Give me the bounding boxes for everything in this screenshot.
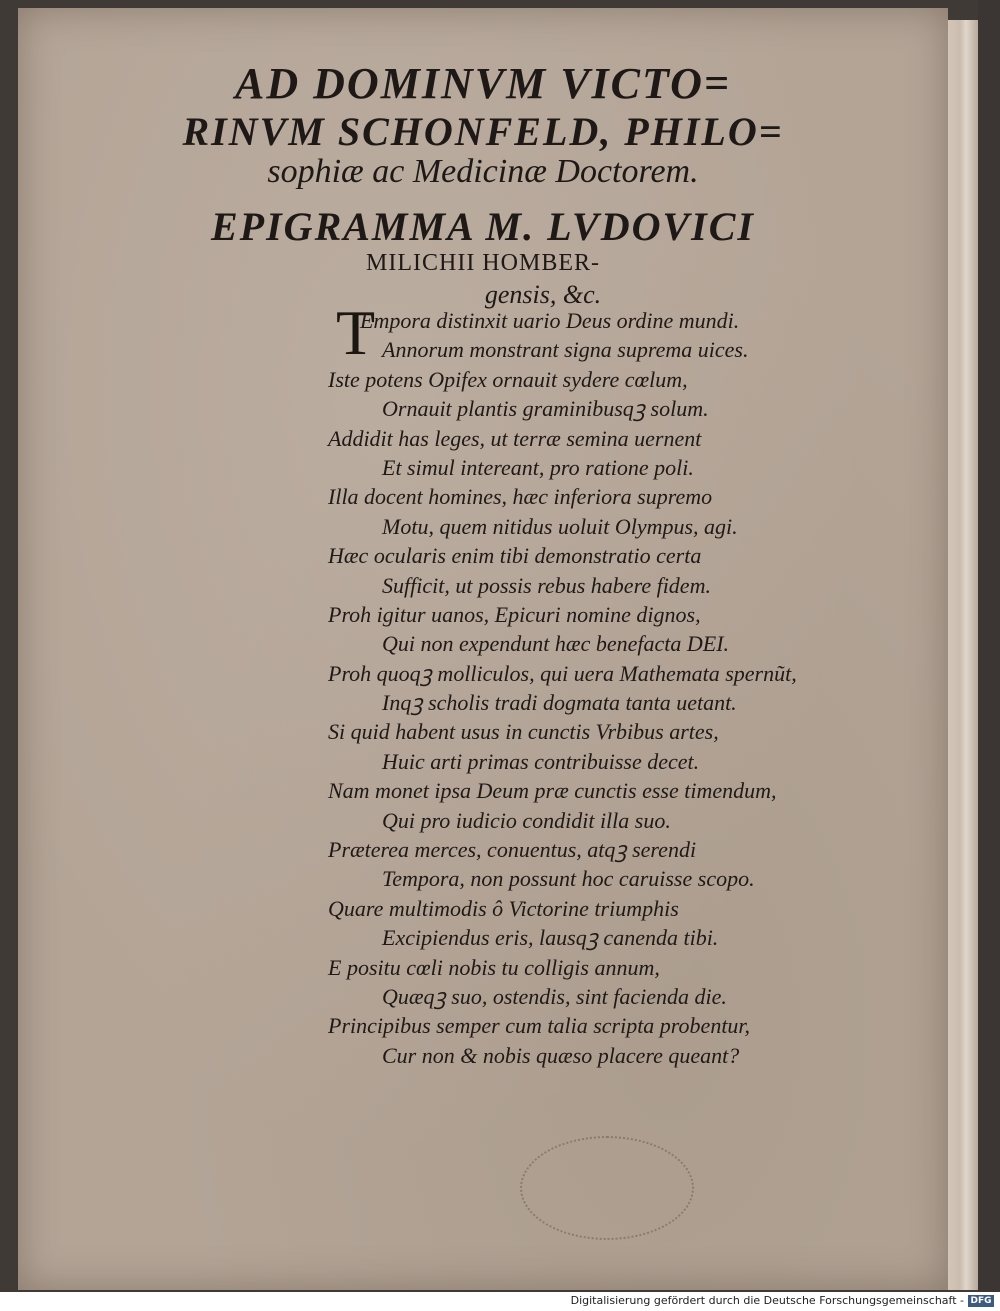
epigram-title: EPIGRAMMA M. LVDOVICI	[211, 204, 755, 249]
poem-line: Inqꝫ scholis tradi dogmata tanta uetant.	[382, 690, 737, 716]
poem-line: Empora distinxit uario Deus ordine mundi.	[360, 308, 740, 333]
dfg-logo-icon[interactable]: DFG	[968, 1295, 994, 1307]
book-page	[18, 8, 948, 1290]
poem-line: Ornauit plantis graminibusqꝫ solum.	[382, 396, 709, 422]
poem	[328, 297, 888, 1070]
footer-bar	[0, 1292, 1000, 1311]
poem-line: Huic arti primas contribuisse decet.	[382, 748, 700, 774]
poem-line: Et simul intereant, pro ratione poli.	[382, 454, 694, 480]
poem-line: Cur non & nobis quæso placere queant?	[382, 1042, 740, 1068]
poem-line: Illa docent homines, hæc inferiora supremo	[328, 484, 713, 510]
poem-line: Quæqꝫ suo, ostendis, sint facienda die.	[382, 983, 727, 1009]
poem-line: Si quid habent usus in cunctis Vrbibus artes,	[328, 719, 719, 745]
poem-line: Proh quoqꝫ molliculos, qui uera Mathemata spernũt,	[328, 660, 797, 686]
poem-line: Qui non expendunt hæc benefacta DEI.	[382, 631, 730, 657]
poem-line: Quare multimodis ô Victorine triumphis	[328, 895, 679, 921]
poem-line: Motu, quem nitidus uoluit Olympus, agi.	[382, 513, 738, 539]
author-origin: gensis, &c.	[484, 280, 602, 309]
title-line-2: RINVM SCHONFELD, PHILO=	[182, 109, 784, 154]
poem-line: Annorum monstrant signa suprema uices.	[382, 337, 749, 363]
poem-line: Principibus semper cum talia scripta probentur,	[328, 1013, 751, 1039]
library-stamp	[520, 1136, 694, 1240]
poem-line: Nam monet ipsa Deum præ cunctis esse timendum,	[328, 778, 777, 804]
poem-line: Præterea merces, conuentus, atqꝫ serendi	[328, 837, 697, 863]
poem-line: Sufficit, ut possis rebus habere fidem.	[382, 572, 711, 598]
poem-line: Iste potens Opifex ornauit sydere cœlum,	[328, 366, 688, 392]
author-name: MILICHII HOMBER-	[366, 250, 600, 276]
title-line-3: sophiæ ac Medicinæ Doctorem.	[267, 153, 699, 190]
poem-line: E positu cœli nobis tu colligis annum,	[328, 954, 660, 980]
funding-credit: Digitalisierung gefördert durch die Deutsche Forschungsgemeinschaft -	[570, 1294, 964, 1307]
poem-line: Hæc ocularis enim tibi demonstratio certa	[328, 543, 702, 569]
poem-line: Excipiendus eris, lausqꝫ canenda tibi.	[382, 925, 719, 951]
drop-cap: T	[336, 297, 376, 368]
poem-line: Addidit has leges, ut terræ semina uernent	[328, 425, 702, 451]
page-edge	[948, 20, 978, 1290]
book-spine	[978, 0, 1000, 1292]
poem-line: Proh igitur uanos, Epicuri nomine dignos,	[328, 601, 701, 627]
poem-line: Qui pro iudicio condidit illa suo.	[382, 807, 671, 833]
title-line-1: AD DOMINVM VICTO=	[235, 59, 731, 108]
poem-line: Tempora, non possunt hoc caruisse scopo.	[382, 866, 755, 892]
